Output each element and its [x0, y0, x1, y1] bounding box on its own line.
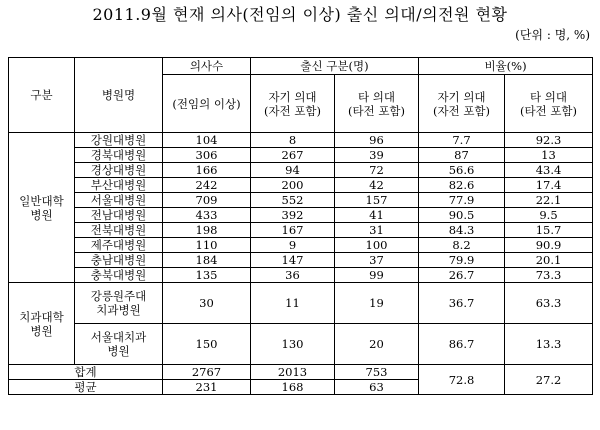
doctor-count: 184 [163, 253, 251, 268]
other-count: 72 [335, 163, 419, 178]
summary-self-percent: 72.8 [419, 365, 505, 395]
table-row [9, 208, 593, 223]
self-percent: 79.9 [419, 253, 505, 268]
table-row [9, 178, 593, 193]
header-doctors: 의사수 [163, 58, 251, 75]
header-hospital: 병원명 [75, 58, 163, 133]
average-label: 평균 [9, 380, 163, 395]
self-count: 94 [251, 163, 335, 178]
hospital-name: 경상대병원 [75, 163, 163, 178]
other-percent: 15.7 [505, 223, 593, 238]
average-other: 63 [335, 380, 419, 395]
hospital-name: 제주대병원 [75, 238, 163, 253]
summary-other-percent: 27.2 [505, 365, 593, 395]
hospital-name: 서울대병원 [75, 193, 163, 208]
table-row [9, 133, 593, 148]
other-percent: 63.3 [505, 283, 593, 324]
average-self: 168 [251, 380, 335, 395]
other-percent: 22.1 [505, 193, 593, 208]
self-percent: 90.5 [419, 208, 505, 223]
self-count: 11 [251, 283, 335, 324]
unit-note: (단위 : 명, %) [515, 28, 590, 42]
other-count: 19 [335, 283, 419, 324]
self-percent: 77.9 [419, 193, 505, 208]
header-category: 구분 [9, 58, 75, 133]
hospital-name: 전남대병원 [75, 208, 163, 223]
doctor-count: 709 [163, 193, 251, 208]
self-percent: 84.3 [419, 223, 505, 238]
total-other: 753 [335, 365, 419, 380]
header-ratio-other: 타 의대 (타전 포함) [505, 75, 593, 133]
table-row [9, 223, 593, 238]
other-percent: 17.4 [505, 178, 593, 193]
table-row [9, 193, 593, 208]
doctor-count: 306 [163, 148, 251, 163]
table-row [9, 324, 593, 365]
self-count: 147 [251, 253, 335, 268]
other-count: 20 [335, 324, 419, 365]
self-percent: 7.7 [419, 133, 505, 148]
doctor-count: 198 [163, 223, 251, 238]
table-row [9, 283, 593, 324]
doctor-count: 135 [163, 268, 251, 283]
self-count: 392 [251, 208, 335, 223]
self-percent: 56.6 [419, 163, 505, 178]
other-count: 42 [335, 178, 419, 193]
other-percent: 20.1 [505, 253, 593, 268]
hospital-name: 서울대치과 병원 [75, 324, 163, 365]
other-percent: 92.3 [505, 133, 593, 148]
header-ratio: 비율(%) [419, 58, 593, 75]
table-row [9, 148, 593, 163]
hospital-name: 강원대병원 [75, 133, 163, 148]
doctor-count: 242 [163, 178, 251, 193]
doctor-count: 166 [163, 163, 251, 178]
self-percent: 8.2 [419, 238, 505, 253]
self-percent: 87 [419, 148, 505, 163]
other-count: 37 [335, 253, 419, 268]
other-count: 31 [335, 223, 419, 238]
self-count: 36 [251, 268, 335, 283]
other-percent: 90.9 [505, 238, 593, 253]
doctor-count: 110 [163, 238, 251, 253]
hospital-name: 경북대병원 [75, 148, 163, 163]
header-origin-other: 타 의대 (타전 포함) [335, 75, 419, 133]
total-doctors: 2767 [163, 365, 251, 380]
total-self: 2013 [251, 365, 335, 380]
other-percent: 13.3 [505, 324, 593, 365]
other-count: 157 [335, 193, 419, 208]
self-count: 8 [251, 133, 335, 148]
other-percent: 9.5 [505, 208, 593, 223]
hospital-name: 강릉원주대 치과병원 [75, 283, 163, 324]
other-count: 39 [335, 148, 419, 163]
table-row [9, 163, 593, 178]
header-doctors-sub: (전임의 이상) [163, 75, 251, 133]
other-percent: 73.3 [505, 268, 593, 283]
self-count: 200 [251, 178, 335, 193]
hospital-name: 충북대병원 [75, 268, 163, 283]
header-ratio-self: 자기 의대 (자전 포함) [419, 75, 505, 133]
self-count: 267 [251, 148, 335, 163]
page-title: 2011.9월 현재 의사(전임의 이상) 출신 의대/의전원 현황 [92, 5, 508, 24]
total-label: 합계 [9, 365, 163, 380]
other-count: 100 [335, 238, 419, 253]
other-percent: 13 [505, 148, 593, 163]
hospital-name: 충남대병원 [75, 253, 163, 268]
other-count: 99 [335, 268, 419, 283]
table-row [9, 238, 593, 253]
self-count: 167 [251, 223, 335, 238]
other-count: 96 [335, 133, 419, 148]
self-percent: 26.7 [419, 268, 505, 283]
total-row [9, 365, 593, 380]
header-origin: 출신 구분(명) [251, 58, 419, 75]
hospital-name: 부산대병원 [75, 178, 163, 193]
self-percent: 36.7 [419, 283, 505, 324]
hospital-name: 전북대병원 [75, 223, 163, 238]
self-count: 130 [251, 324, 335, 365]
self-percent: 86.7 [419, 324, 505, 365]
doctor-count: 433 [163, 208, 251, 223]
hospital-table [8, 57, 593, 395]
self-count: 552 [251, 193, 335, 208]
doctor-count: 30 [163, 283, 251, 324]
group-general: 일반대학 병원 [9, 133, 75, 283]
average-doctors: 231 [163, 380, 251, 395]
self-percent: 82.6 [419, 178, 505, 193]
table-row [9, 253, 593, 268]
header-origin-self: 자기 의대 (자전 포함) [251, 75, 335, 133]
doctor-count: 150 [163, 324, 251, 365]
table-row [9, 268, 593, 283]
doctor-count: 104 [163, 133, 251, 148]
other-count: 41 [335, 208, 419, 223]
other-percent: 43.4 [505, 163, 593, 178]
group-dental: 치과대학 병원 [9, 283, 75, 365]
self-count: 9 [251, 238, 335, 253]
